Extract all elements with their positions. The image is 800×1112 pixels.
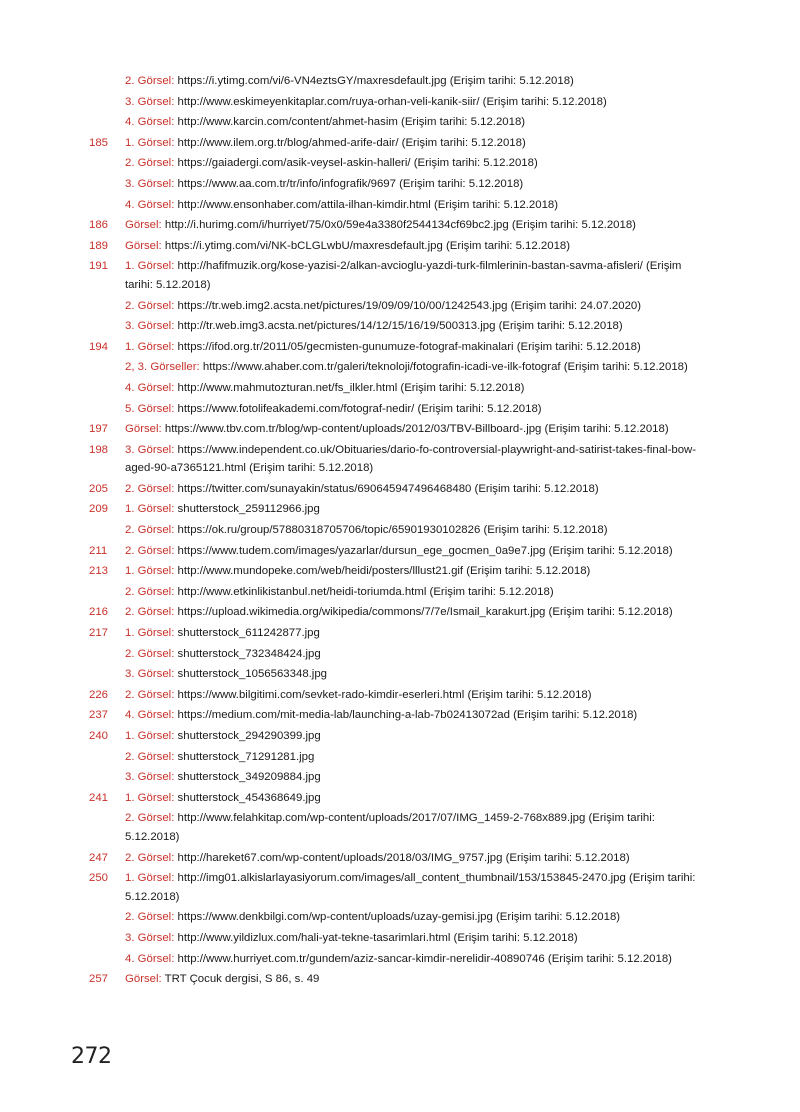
image-label: Görsel: [125,973,162,986]
credit-items [125,257,710,337]
credit-items [125,869,710,970]
source-page-number: 197 [89,423,109,436]
credit-item [125,338,710,357]
credit-items [125,72,710,134]
source-page-number: 237 [89,709,109,722]
image-source: http://www.ilem.org.tr/blog/ahmed-arife-dair/ (Erişim tarihi: 5.12.2018) [174,136,526,149]
credit-entry [0,789,800,849]
credit-item [125,686,710,705]
credit-entry [0,237,800,258]
image-source: http://tr.web.img3.acsta.net/pictures/14/12/15/16/19/500313.jpg (Erişim tarihi: 5.12.2018) [174,320,623,333]
source-page-number: 226 [89,688,109,701]
image-source: http://www.eskimeyenkitaplar.com/ruya-orhan-veli-kanik-siir/ (Erişim tarihi: 5.12.2018) [174,95,607,108]
image-source: shutterstock_349209884.jpg [174,771,321,784]
source-page-number: 250 [89,872,109,885]
source-page-number: 216 [89,606,109,619]
source-page-number: 194 [89,340,109,353]
image-label: 2. Görsel: [125,157,175,170]
image-source: https://tr.web.img2.acsta.net/pictures/19/09/09/10/00/1242543.jpg (Erişim tarihi: 24.07.2020) [174,299,642,312]
image-label: 3. Görsel: [125,443,175,456]
credit-items [125,441,710,480]
image-source: http://www.felahkitap.com/wp-content/uploads/2017/07/IMG_1459-2-768x889.jpg (Erişim tarihi: 5.12.2018) [125,812,655,843]
image-source: http://www.mundopeke.com/web/heidi/posters/lllust21.gif (Erişim tarihi: 5.12.2018) [174,565,591,578]
image-label: 2. Görsel: [125,750,175,763]
image-source: http://www.karcin.com/content/ahmet-hasim (Erişim tarihi: 5.12.2018) [174,116,526,129]
image-source: http://hafifmuzik.org/kose-yazisi-2/alkan-avcioglu-yazdi-turk-filmlerinin-bastan-savma-afisleri/ (Erişim tarihi: 5.12.2018) [125,260,682,291]
image-label: 4. Görsel: [125,952,175,965]
image-source: shutterstock_454368649.jpg [174,791,321,804]
credit-items [125,624,710,686]
image-source: http://www.etkinlikistanbul.net/heidi-toriumda.html (Erişim tarihi: 5.12.2018) [174,585,554,598]
credit-entry [0,500,800,541]
credit-item [125,645,710,664]
credit-item [125,789,710,808]
image-source: https://www.tudem.com/images/yazarlar/dursun_ege_gocmen_0a9e7.jpg (Erişim tarihi: 5.12.2018) [174,544,673,557]
credit-items [125,970,710,991]
image-source: http://www.ensonhaber.com/attila-ilhan-kimdir.html (Erişim tarihi: 5.12.2018) [174,198,559,211]
image-label: 3. Görsel: [125,931,175,944]
credit-entry [0,257,800,337]
credit-item [125,970,710,989]
image-source: shutterstock_732348424.jpg [174,647,321,660]
credit-item [125,624,710,643]
credit-items [125,603,710,624]
image-source: http://www.mahmutozturan.net/fs_ilkler.html (Erişim tarihi: 5.12.2018) [174,381,525,394]
credit-items [125,480,710,501]
image-source: https://www.independent.co.uk/Obituaries/dario-fo-controversial-playwright-and-satirist-takes-final-bow-aged-90-a7365121.html (Erişim tarihi: 5.12.2018) [125,443,697,475]
source-page-number: 211 [89,544,108,557]
image-label: 2. Görsel: [125,585,175,598]
credit-entry [0,706,800,727]
credit-item [125,869,710,906]
image-label: 2. Görsel: [125,606,175,619]
image-source: shutterstock_611242877.jpg [174,627,320,640]
image-label: 2. Görsel: [125,482,175,495]
image-source: shutterstock_71291281.jpg [174,750,315,763]
credit-entry [0,216,800,237]
image-label: 2. Görsel: [125,647,175,660]
credit-item [125,113,710,132]
credit-item [125,768,710,787]
credit-item [125,72,710,91]
image-source: http://hareket67.com/wp-content/uploads/2018/03/IMG_9757.jpg (Erişim tarihi: 5.12.2018) [174,851,630,864]
credit-item [125,542,710,561]
image-label: Görsel: [125,423,162,436]
source-page-number: 198 [89,443,109,456]
image-label: 5. Görsel: [125,402,175,415]
credit-item [125,257,710,294]
image-source: http://www.hurriyet.com.tr/gundem/aziz-sancar-kimdir-nerelidir-40890746 (Erişim tarihi: 5.12.2018) [174,952,672,965]
image-source: https://ok.ru/group/57880318705706/topic/65901930102826 (Erişim tarihi: 5.12.2018) [174,524,608,537]
image-source: https://www.fotolifeakademi.com/fotograf-nedir/ (Erişim tarihi: 5.12.2018) [174,402,542,415]
credit-items [125,542,710,563]
image-source: http://www.yildizlux.com/hali-yat-tekne-tasarimlari.html (Erişim tarihi: 5.12.2018) [174,931,578,944]
image-label: 4. Görsel: [125,198,175,211]
image-source: https://www.denkbilgi.com/wp-content/uploads/uzay-gemisi.jpg (Erişim tarihi: 5.12.2018) [174,911,621,924]
image-label: 2. Görsel: [125,812,175,825]
credit-item [125,521,710,540]
image-label: 2. Görsel: [125,688,175,701]
image-source: https://www.ahaber.com.tr/galeri/teknoloji/fotografin-icadi-ve-ilk-fotograf (Erişim tarihi: 5.12.2018) [199,361,688,374]
image-source: https://gaiadergi.com/asik-veysel-askin-halleri/ (Erişim tarihi: 5.12.2018) [174,157,538,170]
credit-entry [0,562,800,603]
credit-item [125,500,710,519]
credit-item [125,748,710,767]
credit-items [125,500,710,541]
credit-items [125,237,710,258]
credit-items [125,338,710,420]
credit-entry [0,686,800,707]
image-label: 2. Görsel: [125,524,175,537]
image-label: 2. Görsel: [125,299,175,312]
image-label: 3. Görsel: [125,177,175,190]
source-page-number: 209 [89,503,109,516]
image-label: 1. Görsel: [125,627,175,640]
credit-items [125,849,710,870]
credit-items [125,216,710,237]
source-page-number: 241 [89,791,109,804]
image-source: http://img01.alkislarlayasiyorum.com/images/all_content_thumbnail/153/153845-2470.jpg (Erişim tarihi: 5.12.2018) [125,872,696,903]
image-source: https://www.bilgitimi.com/sevket-rado-kimdir-eserleri.html (Erişim tarihi: 5.12.2018) [174,688,592,701]
image-label: 4. Görsel: [125,381,175,394]
credit-entry [0,441,800,480]
credit-entry [0,727,800,789]
credit-entry [0,970,800,991]
credit-item [125,134,710,153]
image-source: https://ifod.org.tr/2011/05/gecmisten-gunumuze-fotograf-makinalari (Erişim tarihi: 5.12.2018) [174,340,641,353]
image-source: shutterstock_294290399.jpg [174,730,321,742]
credit-items [125,789,710,849]
credit-items [125,420,710,441]
credit-entry [0,624,800,686]
credit-item [125,216,710,235]
credit-item [125,849,710,868]
image-label: 1. Görsel: [125,730,175,742]
image-label: 1. Görsel: [125,503,175,516]
image-label: 1. Görsel: [125,872,175,885]
image-source: https://i.ytimg.com/vi/6-VN4eztsGY/maxresdefault.jpg (Erişim tarihi: 5.12.2018) [174,75,574,87]
credit-item [125,175,710,194]
image-label: 2. Görsel: [125,75,175,87]
credit-item [125,400,710,419]
credit-entry [0,603,800,624]
image-label: Görsel: [125,239,162,252]
credit-item [125,379,710,398]
image-label: 1. Görsel: [125,260,175,273]
image-label: 1. Görsel: [125,791,175,804]
credit-entry [0,869,800,970]
credit-item [125,727,710,746]
source-page-number: 247 [89,851,109,864]
source-page-number: 186 [89,219,109,232]
source-page-number: 257 [89,973,109,986]
image-label: 3. Görsel: [125,320,175,333]
credit-item [125,665,710,684]
credit-entry [0,420,800,441]
credit-item [125,583,710,602]
credit-item [125,929,710,948]
credit-item [125,297,710,316]
image-source: shutterstock_259112966.jpg [174,503,320,516]
image-label: 4. Görsel: [125,709,175,722]
credit-items [125,562,710,603]
image-label: 1. Görsel: [125,340,175,353]
source-page-number: 191 [89,260,109,273]
credit-item [125,93,710,112]
source-page-number: 217 [89,627,109,640]
credit-entry [0,72,800,134]
credit-items [125,686,710,707]
credit-item [125,480,710,499]
source-page-number: 185 [89,136,109,149]
credit-item [125,317,710,336]
image-source: shutterstock_1056563348.jpg [174,668,328,681]
image-source: https://medium.com/mit-media-lab/launching-a-lab-7b02413072ad (Erişim tarihi: 5.12.2018) [174,709,638,722]
credit-item [125,441,710,478]
credit-item [125,706,710,725]
image-credits-list [0,72,800,991]
source-page-number: 189 [89,239,109,252]
image-label: 3. Görsel: [125,95,175,108]
credit-item [125,196,710,215]
image-source: https://upload.wikimedia.org/wikipedia/commons/7/7e/Ismail_karakurt.jpg (Erişim tarihi: 5.12.2018) [174,606,673,619]
image-label: 4. Görsel: [125,116,175,129]
credit-item [125,908,710,927]
image-source: https://www.aa.com.tr/tr/info/infografik/9697 (Erişim tarihi: 5.12.2018) [174,177,524,190]
credit-item [125,420,710,439]
credit-entry [0,542,800,563]
image-label: 3. Görsel: [125,771,175,784]
credit-entry [0,338,800,420]
credit-item [125,562,710,581]
image-label: 2. Görsel: [125,911,175,924]
credit-entry [0,134,800,216]
credit-item [125,809,710,846]
image-source: https://twitter.com/sunayakin/status/690645947496468480 (Erişim tarihi: 5.12.2018) [174,482,599,495]
image-source: TRT Çocuk dergisi, S 86, s. 49 [161,973,320,986]
image-source: https://i.ytimg.com/vi/NK-bCLGLwbU/maxresdefault.jpg (Erişim tarihi: 5.12.2018) [161,239,571,252]
source-page-number: 213 [89,565,109,578]
credit-entry [0,480,800,501]
image-label: 3. Görsel: [125,668,175,681]
credit-items [125,706,710,727]
page-number: 272 [71,1044,112,1069]
credit-item [125,237,710,256]
image-source: https://www.tbv.com.tr/blog/wp-content/uploads/2012/03/TBV-Billboard-.jpg (Erişim tarihi: 5.12.2018) [161,423,669,436]
image-label: 1. Görsel: [125,565,175,578]
credit-item [125,950,710,969]
credit-entry [0,849,800,870]
credit-items [125,134,710,216]
source-page-number: 205 [89,482,109,495]
credit-item [125,358,710,377]
image-label: Görsel: [125,219,162,232]
image-label: 2. Görsel: [125,544,175,557]
image-label: 2. Görsel: [125,851,175,864]
source-page-number: 240 [89,730,109,742]
image-source: http://i.hurimg.com/i/hurriyet/75/0x0/59e4a3380f2544134cf69bc2.jpg (Erişim tarihi: 5.12.2018) [161,219,636,232]
credit-item [125,603,710,622]
credit-item [125,154,710,173]
credit-items [125,727,710,789]
image-label: 2, 3. Görseller: [125,361,200,374]
image-label: 1. Görsel: [125,136,175,149]
